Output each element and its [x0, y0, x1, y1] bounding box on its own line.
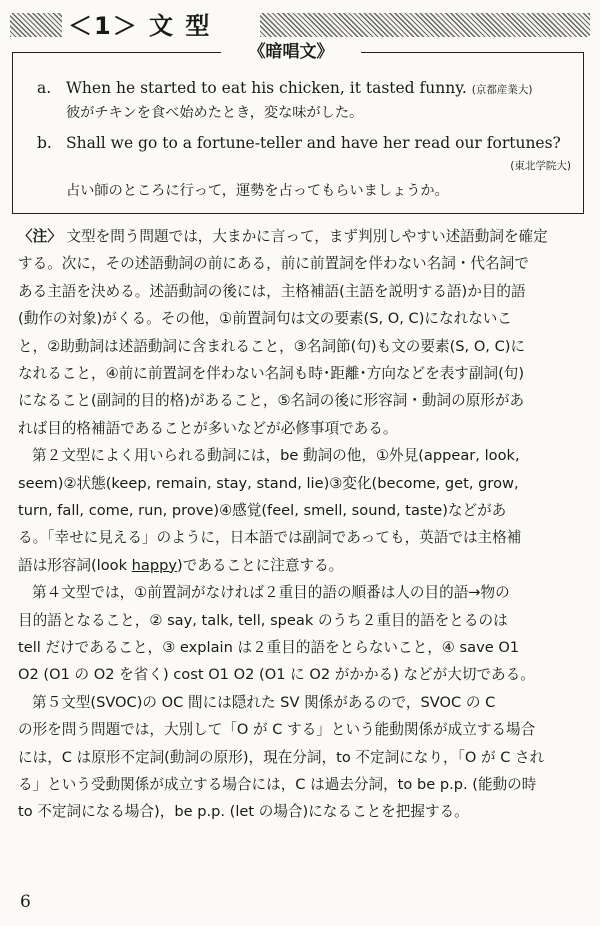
section-title: ＜1＞ 文 型 [68, 12, 212, 40]
note-line-8: れば目的格補語であることが多いなどが必修事項である。 [18, 419, 398, 437]
example-a-label: a. [37, 79, 52, 97]
note-label: 〈注〉 [18, 228, 62, 245]
note-line-3: ある主語を決める。述語動詞の後には，主格補語(主語を説明する語)か目的語 [18, 282, 526, 300]
note-line-1 [18, 227, 548, 247]
note-line-13-end: )であることに注意する。 [177, 556, 344, 574]
example-a-english [66, 77, 532, 101]
note-line-12: る。「幸せに見える」のように，日本語では副詞であっても，英語では主格補 [18, 529, 522, 547]
example-b-source: (東北学院大) [510, 160, 571, 172]
section-header [10, 8, 590, 42]
note-line-7: になること(副詞的目的格)があること，⑤名詞の後に形容詞・動詞の原形があ [18, 392, 525, 410]
note-line-13 [18, 556, 343, 576]
example-b-label: b. [37, 134, 52, 152]
note-line-4: (動作の対象)がくる。その他，①前置詞句は文の要素(S, O, C)になれないこ [18, 310, 512, 328]
hatch-decoration-left [10, 13, 62, 37]
note-line-9: 第２文型によく用いられる動詞には，be 動詞の他，①外見(appear, look, [32, 447, 520, 465]
note-line-15: 目的語となること，② say, talk, tell, speak のうち２重目的語をとるのは [18, 611, 508, 629]
page-number: 6 [20, 892, 31, 912]
recitation-box-title: 《暗唱文》 [221, 40, 361, 64]
note-line-19: の形を問う問題では，大別して「O が C する」という能動関係が成立する場合 [18, 721, 536, 739]
note-line-18: 第５文型(SVOC)の OC 間には隠れた SV 関係があるので，SVOC の C [32, 693, 496, 711]
note-line-22: to 不定詞になる場合)，be p.p. (let の場合)になることを把握する。 [18, 803, 469, 821]
note-line-14: 第４文型では，①前置詞がなければ２重目的語の順番は人の目的語→物の [32, 584, 510, 602]
recitation-box [12, 42, 584, 214]
note-line-11: turn, fall, come, run, prove)④感覚(feel, smell, sound, taste)などがあ [18, 502, 507, 519]
note-line-6: なれること，④前に前置詞を伴わない名詞も時･距離･方向などを表す副詞(句) [18, 365, 525, 382]
note-line-20: には，C は原形不定詞(動詞の原形)，現在分詞，to 不定詞になり，「O が C され [18, 748, 545, 766]
hatch-decoration-right [260, 13, 590, 37]
note-text: 文型を問う問題では，大まかに言って，まず判別しやすい述語動詞を確定 [66, 228, 548, 245]
note-line-21: る」という受動関係が成立する場合には，C は過去分詞，to be p.p. (能動の時 [18, 776, 537, 793]
example-a-source: (京都産業大) [471, 84, 533, 96]
note-line-13-start: 語は形容詞(look [18, 556, 132, 574]
example-a-japanese: 彼がチキンを食べ始めたとき，変な味がした。 [66, 105, 364, 121]
underlined-word-happy: happy [131, 556, 178, 574]
note-line-16: tell だけであること，③ explain は２重目的語をとらないこと，④ save O1 [18, 639, 520, 656]
note-line-17: O2 (O1 の O2 を省く) cost O1 O2 (O1 に O2 がかかる) などが大切である。 [18, 666, 535, 684]
note-line-2: する。次に，その述語動詞の前にある，前に前置詞を伴わない名詞・代名詞で [18, 255, 529, 273]
note-line-10: seem)②状態(keep, remain, stay, stand, lie)③変化(become, get, grow, [18, 474, 519, 492]
example-b-japanese: 占い師のところに行って，運勢を占ってもらいましょうか。 [66, 183, 449, 199]
example-a-text: When he started to eat his chicken, it tasted funny. [66, 79, 467, 97]
example-b-english: Shall we go to a fortune-teller and have her read our fortunes? [66, 134, 561, 152]
note-line-5: と，②助動詞は述語動詞に含まれること，③名詞節(句)も文の要素(S, O, C)に [18, 337, 526, 355]
